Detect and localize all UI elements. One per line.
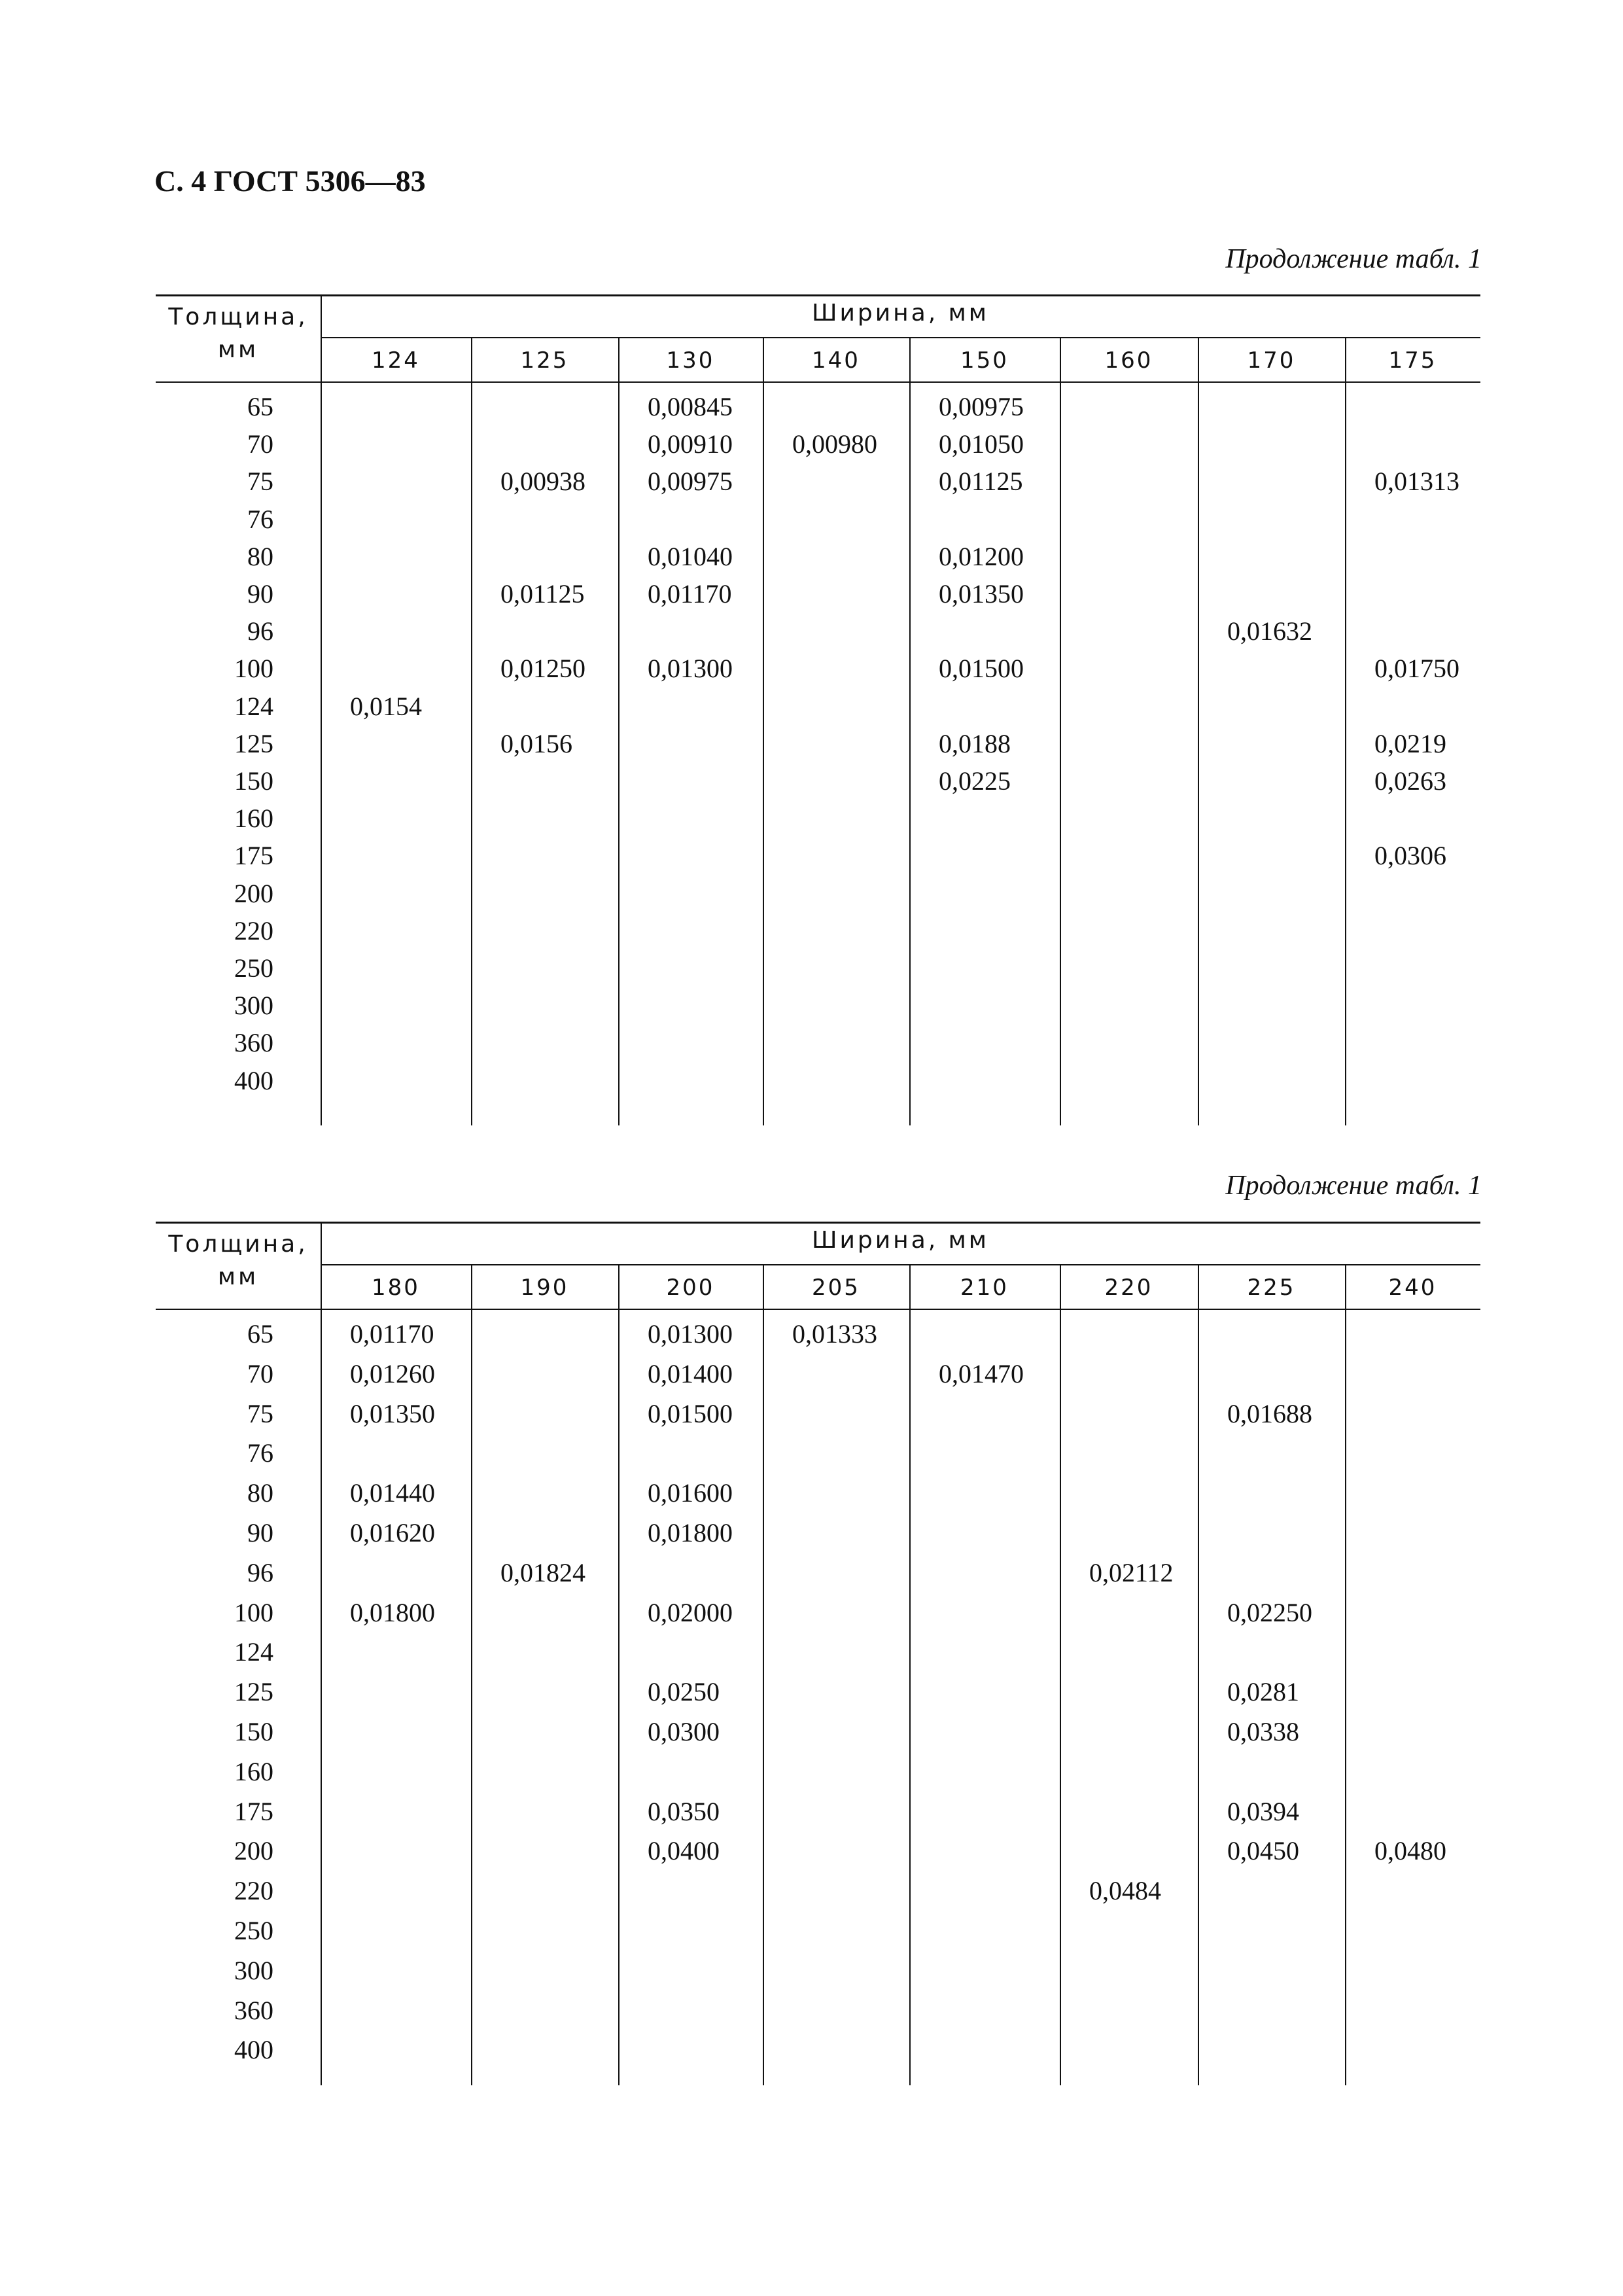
table-1-continuation-note: Продолжение табл. 1	[1225, 244, 1482, 274]
thickness-value: 76	[247, 504, 273, 534]
column-divider	[321, 1222, 322, 2085]
table-cell: 0,0394	[1227, 1796, 1299, 1826]
table-cell: 0,0338	[1227, 1717, 1299, 1746]
table-cell: 0,00975	[648, 467, 733, 497]
table-cell: 0,01750	[1374, 654, 1459, 684]
table-cell: 0,0484	[1089, 1876, 1161, 1906]
column-divider	[618, 1264, 620, 2085]
table-cell: 0,0350	[648, 1796, 720, 1826]
column-header: 125	[520, 347, 569, 374]
table-cell: 0,01040	[648, 541, 733, 571]
thickness-value: 300	[234, 991, 273, 1021]
thickness-value: 70	[247, 429, 273, 459]
table-cell: 0,01050	[939, 429, 1024, 459]
thickness-value: 220	[234, 1876, 273, 1906]
column-divider	[1345, 1264, 1346, 2085]
column-header: 180	[372, 1275, 420, 1301]
table-cell: 0,0263	[1374, 766, 1446, 796]
thickness-value: 300	[234, 1955, 273, 1985]
table-cell: 0,0154	[350, 691, 422, 721]
column-divider	[1060, 337, 1061, 1125]
column-divider	[471, 1264, 472, 2085]
table-cell: 0,0306	[1374, 841, 1446, 871]
thickness-value: 200	[234, 878, 273, 908]
thickness-value: 150	[234, 766, 273, 796]
table-cell: 0,01125	[500, 579, 585, 609]
page-title: С. 4 ГОСТ 5306—83	[154, 164, 426, 198]
column-header: 170	[1247, 347, 1296, 374]
thickness-value: 90	[247, 1518, 273, 1547]
table-cell: 0,01440	[350, 1478, 435, 1508]
header-bottom-rule	[156, 381, 1480, 383]
column-divider	[1345, 337, 1346, 1125]
thickness-value: 65	[247, 1319, 273, 1349]
thickness-value: 75	[247, 467, 273, 497]
weight-table-1	[156, 294, 1480, 1125]
table-top-rule	[156, 1222, 1480, 1224]
table-cell: 0,01250	[500, 654, 585, 684]
table-cell: 0,01350	[939, 579, 1024, 609]
thickness-value: 75	[247, 1398, 273, 1428]
thickness-value: 250	[234, 953, 273, 983]
column-header: 225	[1247, 1275, 1296, 1301]
column-header: 205	[812, 1275, 860, 1301]
table-cell: 0,01600	[648, 1478, 733, 1508]
table-cell: 0,0480	[1374, 1836, 1446, 1866]
table-cell: 0,01800	[648, 1518, 733, 1547]
table-cell: 0,01620	[350, 1518, 435, 1547]
table-cell: 0,01170	[648, 579, 732, 609]
table-cell: 0,01350	[350, 1398, 435, 1428]
width-header: Ширина, мм	[812, 1227, 989, 1254]
column-divider	[618, 337, 620, 1125]
thickness-header: Толщина, мм	[168, 304, 308, 363]
table-cell: 0,0156	[500, 728, 572, 758]
table-cell: 0,01170	[350, 1319, 434, 1349]
table-cell: 0,0450	[1227, 1836, 1299, 1866]
table-cell: 0,01500	[648, 1398, 733, 1428]
thickness-value: 96	[247, 616, 273, 646]
thickness-value: 360	[234, 1028, 273, 1058]
table-cell: 0,0300	[648, 1717, 720, 1746]
thickness-value: 200	[234, 1836, 273, 1866]
table-cell: 0,0281	[1227, 1677, 1299, 1707]
column-divider	[909, 1264, 911, 2085]
column-divider	[763, 337, 764, 1125]
thickness-value: 125	[234, 728, 273, 758]
table-cell: 0,00938	[500, 467, 585, 497]
weight-table-2	[156, 1222, 1480, 2085]
column-divider	[1198, 1264, 1199, 2085]
thickness-value: 76	[247, 1438, 273, 1468]
table-cell: 0,01300	[648, 654, 733, 684]
column-header: 190	[520, 1275, 569, 1301]
table-cell: 0,01260	[350, 1358, 435, 1388]
thickness-value: 100	[234, 1597, 273, 1627]
table-top-rule	[156, 294, 1480, 296]
column-header: 240	[1388, 1275, 1437, 1301]
table-cell: 0,02000	[648, 1597, 733, 1627]
thickness-value: 125	[234, 1677, 273, 1707]
table-cell: 0,01688	[1227, 1398, 1312, 1428]
thickness-value: 80	[247, 541, 273, 571]
table-cell: 0,01500	[939, 654, 1024, 684]
thickness-header: Толщина, мм	[168, 1231, 308, 1290]
thickness-value: 175	[234, 841, 273, 871]
thickness-value: 124	[234, 691, 273, 721]
column-header: 130	[666, 347, 715, 374]
column-divider	[909, 337, 911, 1125]
thickness-value: 400	[234, 2035, 273, 2065]
column-header: 175	[1388, 347, 1437, 374]
table-cell: 0,02250	[1227, 1597, 1312, 1627]
column-header: 220	[1104, 1275, 1153, 1301]
table-cell: 0,02112	[1089, 1557, 1174, 1587]
thickness-value: 150	[234, 1717, 273, 1746]
column-divider	[763, 1264, 764, 2085]
table-cell: 0,01470	[939, 1358, 1024, 1388]
thickness-value: 250	[234, 1916, 273, 1945]
table-cell: 0,00980	[792, 429, 877, 459]
column-divider	[321, 294, 322, 1125]
thickness-value: 400	[234, 1065, 273, 1095]
column-divider	[1198, 337, 1199, 1125]
column-header: 160	[1104, 347, 1153, 374]
table-cell: 0,0400	[648, 1836, 720, 1866]
column-header: 124	[372, 347, 420, 374]
thickness-value: 160	[234, 1756, 273, 1786]
width-header-rule	[321, 1264, 1480, 1265]
column-header: 140	[812, 347, 860, 374]
table-cell: 0,0188	[939, 728, 1011, 758]
table-cell: 0,01200	[939, 541, 1024, 571]
thickness-value: 96	[247, 1557, 273, 1587]
table-cell: 0,0219	[1374, 728, 1446, 758]
width-header: Ширина, мм	[812, 300, 989, 327]
table-cell: 0,01125	[939, 467, 1023, 497]
thickness-value: 360	[234, 1995, 273, 2025]
column-header: 200	[666, 1275, 715, 1301]
table-cell: 0,01824	[500, 1557, 585, 1587]
table-cell: 0,00910	[648, 429, 733, 459]
width-header-rule	[321, 337, 1480, 338]
table-cell: 0,01300	[648, 1319, 733, 1349]
table-cell: 0,00845	[648, 392, 733, 421]
thickness-value: 124	[234, 1637, 273, 1667]
column-header: 210	[960, 1275, 1009, 1301]
column-divider	[471, 337, 472, 1125]
table-cell: 0,01333	[792, 1319, 877, 1349]
table-cell: 0,01632	[1227, 616, 1312, 646]
table-cell: 0,01313	[1374, 467, 1459, 497]
thickness-value: 175	[234, 1796, 273, 1826]
column-divider	[1060, 1264, 1061, 2085]
thickness-value: 160	[234, 804, 273, 834]
thickness-value: 90	[247, 579, 273, 609]
table-2-continuation-note: Продолжение табл. 1	[1225, 1171, 1482, 1201]
column-header: 150	[960, 347, 1009, 374]
thickness-value: 220	[234, 915, 273, 945]
table-cell: 0,01800	[350, 1597, 435, 1627]
thickness-value: 65	[247, 392, 273, 421]
table-cell: 0,0225	[939, 766, 1011, 796]
thickness-value: 100	[234, 654, 273, 684]
table-cell: 0,00975	[939, 392, 1024, 421]
header-bottom-rule	[156, 1309, 1480, 1310]
thickness-value: 70	[247, 1358, 273, 1388]
thickness-value: 80	[247, 1478, 273, 1508]
table-cell: 0,0250	[648, 1677, 720, 1707]
table-cell: 0,01400	[648, 1358, 733, 1388]
